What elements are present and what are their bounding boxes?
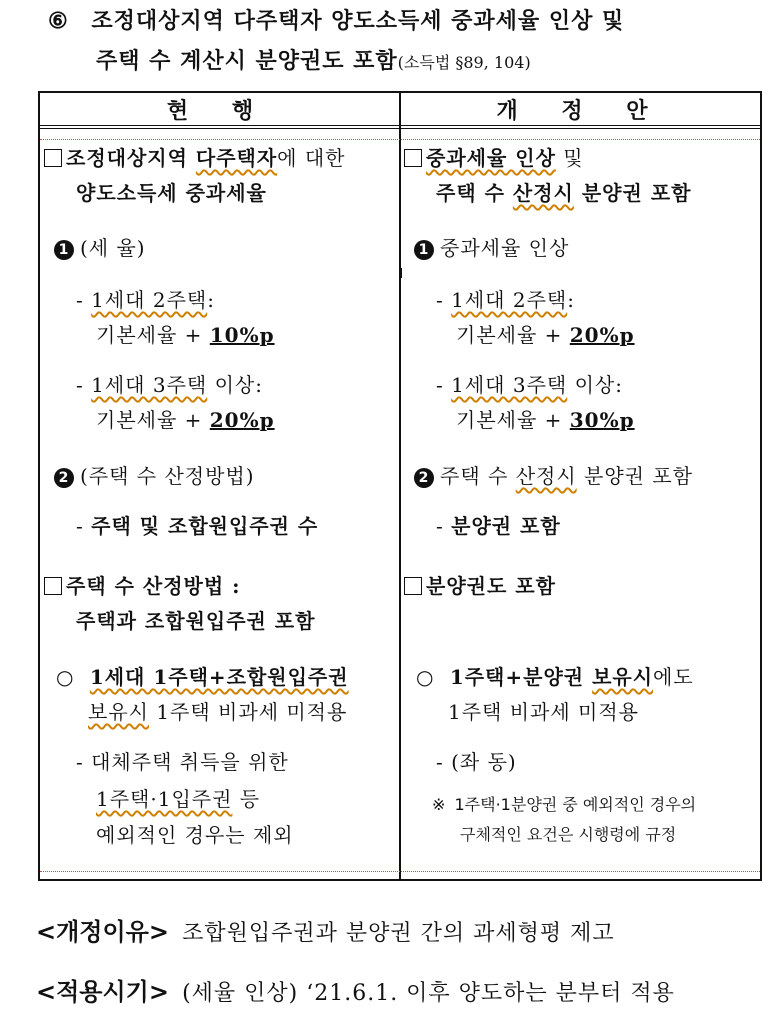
revised-row1-value: 1세대 2주택 xyxy=(451,288,568,312)
current-item1 xyxy=(54,232,146,261)
current-dash2-line3: 예외적인 경우는 제외 xyxy=(96,823,294,847)
header-current: 현 행 xyxy=(166,98,272,124)
checkbox-square-icon xyxy=(44,577,62,595)
apply-label: <적용시기> xyxy=(36,978,169,1006)
current-bullet-line2a: 보유시 xyxy=(88,700,149,724)
bullet-circle-icon: ○ xyxy=(56,665,75,689)
revised-note-text1: 1주택·1분양권 중 예외적인 경우의 xyxy=(454,795,697,814)
current-row1-colon: : xyxy=(207,288,215,312)
section-title-line1: 조정대상지역 다주택자 양도소득세 중과세율 인상 및 xyxy=(91,8,625,34)
revised-row1 xyxy=(436,284,575,313)
number-2-icon: 2 xyxy=(54,468,74,488)
revised-row1-dash: - xyxy=(436,288,452,312)
revised-bullet-line1b: 보유시 xyxy=(592,665,654,689)
section-number: ⑥ xyxy=(48,8,69,34)
current-sec1-title-b: 다주택자 xyxy=(195,146,278,170)
number-1-icon: 1 xyxy=(414,240,434,260)
revised-sec1-title-line2 xyxy=(436,177,691,206)
revised-sec2-title xyxy=(404,570,556,599)
revised-item2-dash: - xyxy=(436,514,452,538)
checkbox-square-icon xyxy=(44,149,62,167)
current-dash2-line1: - 대체주택 취득을 위한 xyxy=(76,750,289,774)
revised-row2-formula-line xyxy=(456,404,635,433)
current-bullet-line2 xyxy=(88,696,347,725)
bullet-circle-icon: ○ xyxy=(416,665,435,689)
apply-text: (세율 인상) ‘21.6.1. 이후 양도하는 분부터 적용 xyxy=(182,981,675,1006)
current-row2-rate: 20%p xyxy=(209,408,275,432)
revised-row2 xyxy=(436,369,623,398)
revised-bullet-line1c: 에도 xyxy=(653,665,694,689)
note-reference-mark: ※ xyxy=(432,795,446,814)
revised-note-line2: 구체적인 요건은 시행령에 규정 xyxy=(460,825,677,844)
current-item2-detail-line xyxy=(76,510,318,539)
revised-sec1-title xyxy=(404,142,584,171)
revised-item1 xyxy=(414,232,569,261)
current-sec2-title-line2: 주택과 조합원입주권 포함 xyxy=(76,609,316,633)
current-bullet xyxy=(56,661,349,690)
revised-row2-formula: 기본세율 + xyxy=(456,408,570,432)
current-sec1-title xyxy=(44,142,346,171)
revised-dash2: - (좌 동) xyxy=(436,750,517,774)
revised-item1-label: 중과세율 인상 xyxy=(440,236,570,260)
current-dash2-line2a: 1주택·1입주권 xyxy=(96,787,233,811)
current-dash2-line2b: 등 xyxy=(232,787,261,811)
revised-item2-label-a: 주택 수 xyxy=(440,464,516,488)
current-sec2-title-line1: 주택 수 산정방법 : xyxy=(66,574,241,598)
revised-item2-detail-line xyxy=(436,510,561,539)
current-row1-rate: 10%p xyxy=(209,323,275,347)
header-bottom-line-2 xyxy=(38,128,762,129)
cursor-mark xyxy=(399,268,402,278)
apply-row xyxy=(36,972,675,1007)
revised-sec1-title-line2c: 분양권 포함 xyxy=(573,181,692,205)
column-divider xyxy=(399,91,401,881)
section-title xyxy=(48,4,624,35)
current-sec1-title-line2: 양도소득세 중과세율 xyxy=(76,181,267,205)
header-bottom-line xyxy=(38,125,762,126)
current-row2-formula-line xyxy=(96,404,275,433)
top-dotted-rule xyxy=(40,139,760,140)
revised-item2-detail: 분양권 포함 xyxy=(451,514,561,538)
revised-item2-label-c: 분양권 포함 xyxy=(576,464,693,488)
current-bullet-line2b: 1주택 비과세 미적용 xyxy=(148,700,348,724)
reason-label: <개정이유> xyxy=(36,918,169,946)
reason-text: 조합원입주권과 분양권 간의 과세형평 제고 xyxy=(182,921,615,946)
current-row2-dash: - xyxy=(76,373,92,397)
revised-item2-label-b: 산정시 xyxy=(515,464,577,488)
current-sec1-title-a: 조정대상지역 xyxy=(66,146,196,170)
revised-sec1-title-line2a: 주택 수 xyxy=(436,181,513,205)
current-sec2-title xyxy=(44,570,241,599)
current-item2 xyxy=(54,460,255,489)
current-dash2-line2 xyxy=(96,783,260,812)
revised-sec1-title-b: 및 xyxy=(555,146,584,170)
revised-row1-formula-line xyxy=(456,319,635,348)
current-item2-dash: - xyxy=(76,514,92,538)
number-1-icon: 1 xyxy=(54,240,74,260)
current-row1-formula: 기본세율 + xyxy=(96,323,210,347)
current-item2-label: (주택 수 산정방법) xyxy=(80,464,255,488)
current-row1 xyxy=(76,284,215,313)
current-sec1-title-c: 에 대한 xyxy=(277,146,346,170)
section-title-line2-wrap xyxy=(96,44,531,75)
current-row2 xyxy=(76,369,263,398)
bottom-dotted-rule xyxy=(40,871,760,872)
revised-bullet xyxy=(416,661,694,690)
revised-row2-value: 1세대 3주택 xyxy=(451,373,568,397)
current-row2-formula: 기본세율 + xyxy=(96,408,210,432)
revised-sec1-title-a: 중과세율 인상 xyxy=(426,146,556,170)
revised-row2-tail: 이상: xyxy=(567,373,623,397)
law-reference: (소득법 §89, 104) xyxy=(397,53,531,72)
revised-row1-formula: 기본세율 + xyxy=(456,323,570,347)
revised-row2-rate: 30%p xyxy=(569,408,635,432)
checkbox-square-icon xyxy=(404,149,422,167)
current-row2-tail: 이상: xyxy=(207,373,263,397)
revised-item2 xyxy=(414,460,693,489)
current-item1-label: (세 율) xyxy=(80,236,146,260)
current-row1-dash: - xyxy=(76,288,92,312)
current-row2-value: 1세대 3주택 xyxy=(91,373,208,397)
current-row1-formula-line xyxy=(96,319,275,348)
revised-row1-colon: : xyxy=(567,288,575,312)
revised-bullet-line2: 1주택 비과세 미적용 xyxy=(448,700,639,724)
current-item2-detail: 주택 및 조합원입주권 수 xyxy=(91,514,319,538)
revised-bullet-line1a: 1주택+분양권 xyxy=(449,665,593,689)
revised-row1-rate: 20%p xyxy=(569,323,635,347)
revised-sec2-title-text: 분양권도 포함 xyxy=(426,574,556,598)
revised-sec1-title-line2b: 산정시 xyxy=(512,181,574,205)
number-2-icon: 2 xyxy=(414,468,434,488)
current-bullet-line1: 1세대 1주택+조합원입주권 xyxy=(89,665,349,689)
current-row1-value: 1세대 2주택 xyxy=(91,288,208,312)
header-revised: 개 정 안 xyxy=(496,98,666,124)
reason-row xyxy=(36,912,615,947)
section-title-line2: 주택 수 계산시 분양권도 포함 xyxy=(96,48,398,74)
checkbox-square-icon xyxy=(404,577,422,595)
revised-row2-dash: - xyxy=(436,373,452,397)
revised-note-line1 xyxy=(432,792,696,815)
